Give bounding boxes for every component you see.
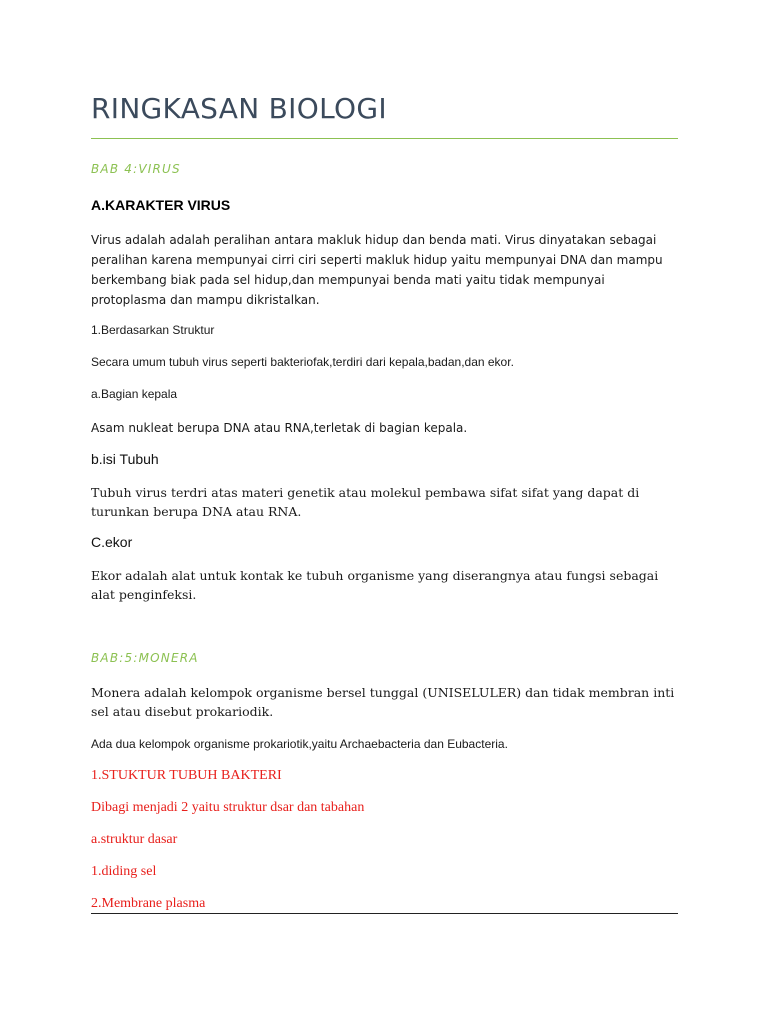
red-heading-struktur-bakteri: 1.STUKTUR TUBUH BAKTERI <box>91 768 282 783</box>
paragraph-virus-intro: Virus adalah adalah peralihan antara makluk hidup dan benda mati. Virus dinyatakan sebagai peralihan karena mempunyai cirri ciri seperti makluk hidup yaitu mempunyai DNA dan mampu berkembang biak pada sel hidup,dan mempunyai benda mati yaitu tidak mempunyai protoplasma dan mampu dikristalkan. <box>91 233 663 307</box>
subheading-berdasarkan-struktur: 1.Berdasarkan Struktur <box>91 323 215 337</box>
section-heading-karakter-virus: A.KARAKTER VIRUS <box>91 197 231 213</box>
document-page <box>91 0 678 1024</box>
chapter-heading-bab5: BAB:5:MONERA <box>91 651 199 665</box>
red-line-dinding-sel: 1.diding sel <box>91 864 157 879</box>
red-line-struktur-dasar: a.struktur dasar <box>91 832 178 847</box>
paragraph-ekor: Ekor adalah alat untuk kontak ke tubuh organisme yang diserangnya atau fungsi sebagai alat penginfeksi. <box>91 568 659 602</box>
red-line-membrane-plasma: 2.Membrane plasma <box>91 896 206 911</box>
paragraph-kepala: Asam nukleat berupa DNA atau RNA,terletak di bagian kepala. <box>91 421 468 435</box>
bottom-divider <box>91 913 678 914</box>
subheading-ekor: C.ekor <box>91 534 133 550</box>
subheading-bagian-kepala: a.Bagian kepala <box>91 387 178 401</box>
paragraph-monera-intro: Monera adalah kelompok organisme bersel tunggal (UNISELULER) dan tidak membran inti sel atau disebut prokariodik. <box>91 685 675 719</box>
paragraph-struktur: Secara umum tubuh virus seperti bakteriofak,terdiri dari kepala,badan,dan ekor. <box>91 355 514 369</box>
paragraph-kelompok-prokariotik: Ada dua kelompok organisme prokariotik,yaitu Archaebacteria dan Eubacteria. <box>91 737 508 751</box>
subheading-isi-tubuh: b.isi Tubuh <box>91 451 159 467</box>
chapter-heading-bab4: BAB 4:VIRUS <box>91 162 181 176</box>
title-divider <box>91 138 678 139</box>
document-title: RINGKASAN BIOLOGI <box>91 92 387 125</box>
paragraph-isi-tubuh: Tubuh virus terdri atas materi genetik atau molekul pembawa sifat sifat yang dapat di turunkan berupa DNA atau RNA. <box>91 485 640 519</box>
red-line-dibagi: Dibagi menjadi 2 yaitu struktur dsar dan tabahan <box>91 800 365 815</box>
